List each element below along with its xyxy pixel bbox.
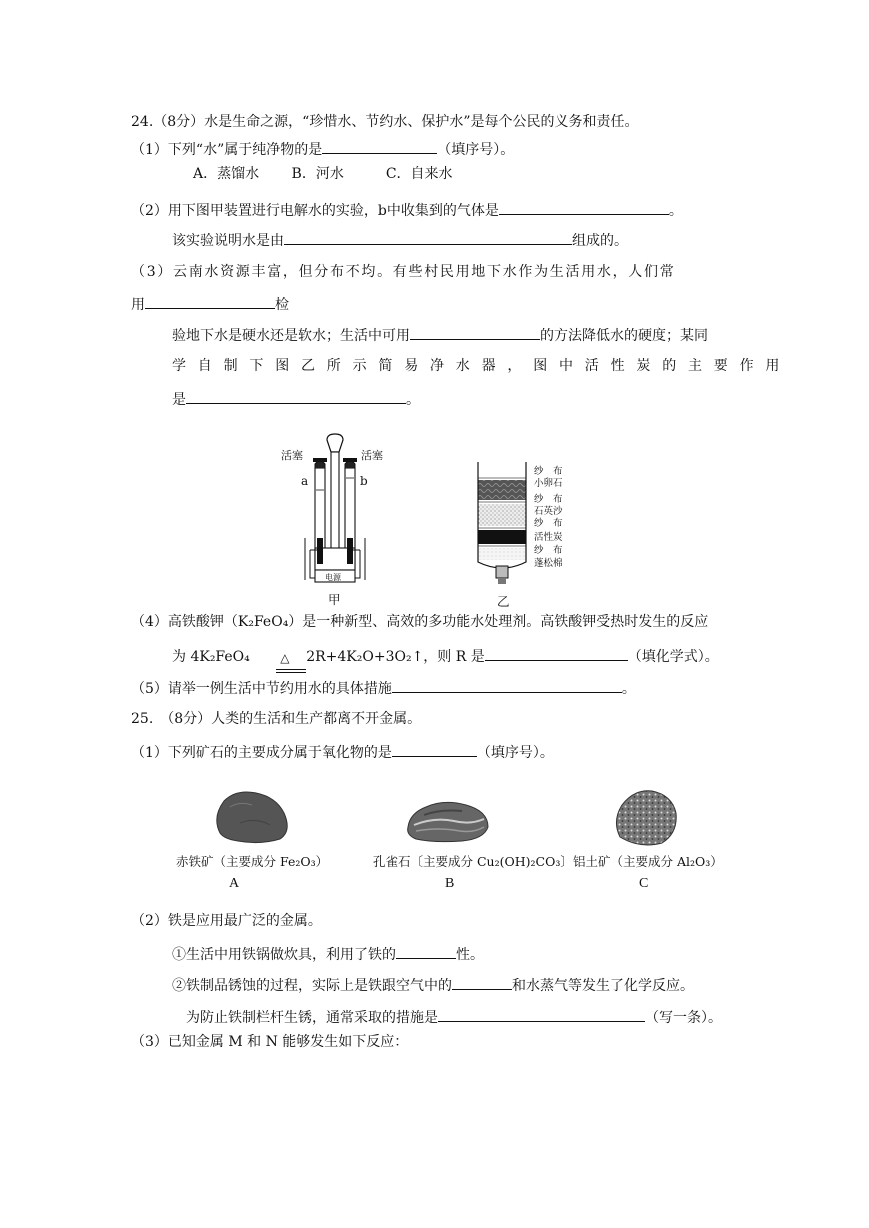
q25-part2-i-blank[interactable] [396, 943, 456, 959]
tube-a-label: a [301, 474, 309, 488]
q25-part2-iii-blank[interactable] [438, 1006, 645, 1022]
q24-part1-options: A．蒸馏水 B．河水 C．自来水 [193, 166, 453, 182]
ore-caption-c: 铝土矿（主要成分 Al₂O₃） [573, 854, 723, 869]
layer-label: 纱 布 [534, 545, 563, 556]
q25-part2-iii: 为防止铁制栏杆生锈，通常采取的措施是 （写一条）。 [186, 1006, 722, 1028]
ore-letter-b: B [445, 876, 455, 891]
q24-part4-line1: （4）高铁酸钾（K₂FeO₄）是一种新型、高效的多功能水处理剂。高铁酸钾受热时发生的反应 [131, 614, 709, 630]
q24-part5-blank[interactable] [392, 677, 622, 693]
figure-water-purifier [470, 458, 590, 608]
q24-part3-line5: 是 。 [172, 388, 420, 410]
layer-label: 纱 布 [534, 466, 563, 477]
ore-caption-a: 赤铁矿（主要成分 Fe₂O₃） [176, 854, 329, 869]
q24-part2: （2）用下图甲装置进行电解水的实验，b中收集到的气体是 。 [131, 199, 683, 221]
q24-part4-line2: 为 4K₂FeO₄ △ 2R+4K₂O+3O₂↑，则 R 是 （填化学式）。 [172, 645, 719, 667]
bauxite-icon [612, 787, 678, 849]
q24-part3-line4: 学自制下图乙所示简易净水器，图中活性炭的主要作用 [172, 358, 792, 374]
power-label: 电源 [325, 573, 341, 582]
malachite-icon [404, 797, 492, 845]
q24-part2-blank[interactable] [499, 199, 669, 215]
q25-part3-title: （3）已知金属 M 和 N 能够发生如下反应： [131, 1034, 409, 1050]
ore-image-c [612, 787, 678, 853]
q24-part4-blank[interactable] [485, 645, 628, 661]
hematite-icon [210, 787, 294, 845]
q24-title: 24.（8分）水是生命之源，“珍惜水、节约水、保护水”是每个公民的义务和责任。 [131, 114, 639, 130]
q24-part3-blank3[interactable] [186, 388, 406, 404]
layer-label: 石英沙 [534, 506, 563, 517]
ore-letter-a: A [229, 876, 240, 891]
q24-part3-blank2[interactable] [410, 324, 540, 340]
q25-title: 25. （8分）人类的生活和生产都离不开金属。 [131, 711, 422, 727]
q25-part1-blank[interactable] [392, 741, 477, 757]
left-valve-label: 活塞 [281, 449, 303, 462]
q24-part2b-blank[interactable] [284, 229, 572, 245]
q24-part3-line2: 用 检 [131, 293, 289, 315]
ore-image-b [404, 797, 492, 849]
q24-part5: （5）请举一例生活中节约用水的具体措施 。 [131, 677, 636, 699]
q24-part1: （1）下列“水”属于纯净物的是 （填序号）。 [131, 138, 514, 160]
figure-yi-caption: 乙 [497, 594, 510, 609]
layer-label: 纱 布 [534, 494, 563, 505]
q25-part2-ii-blank[interactable] [452, 974, 512, 990]
ore-caption-b: 孔雀石〔主要成分 Cu₂(OH)₂CO₃〕 [373, 854, 573, 869]
figure-electrolysis-apparatus [275, 430, 395, 610]
q25-part2-i: ①生活中用铁锅做炊具，利用了铁的 性。 [172, 943, 484, 965]
layer-label: 蓬松棉 [534, 558, 563, 569]
ore-image-a [210, 787, 294, 849]
q25-part2-ii: ②铁制品锈蚀的过程，实际上是铁跟空气中的 和水蒸气等发生了化学反应。 [172, 974, 694, 996]
figure-jia-caption: 甲 [328, 592, 341, 607]
q24-part2b: 该实验说明水是由 组成的。 [172, 229, 628, 251]
q25-part2-title: （2）铁是应用最广泛的金属。 [131, 913, 322, 929]
q24-part1-blank[interactable] [322, 138, 437, 154]
ore-letter-c: C [639, 876, 649, 891]
tube-b-label: b [360, 474, 368, 488]
layer-label: 纱 布 [534, 518, 563, 529]
purifier-diagram [470, 458, 590, 588]
q25-part1: （1）下列矿石的主要成分属于氧化物的是 （填序号）。 [131, 741, 554, 763]
right-valve-label: 活塞 [361, 449, 383, 462]
q24-part3-line1: （3）云南水资源丰富，但分布不均。有些村民用地下水作为生活用水，人们常 [131, 264, 676, 280]
q24-part3-blank1[interactable] [145, 293, 275, 309]
layer-label: 活性炭 [534, 532, 563, 543]
q24-part3-line3: 验地下水是硬水还是软水；生活中可用 的方法降低水的硬度；某同 [172, 324, 708, 346]
layer-label: 小卵石 [534, 478, 563, 489]
